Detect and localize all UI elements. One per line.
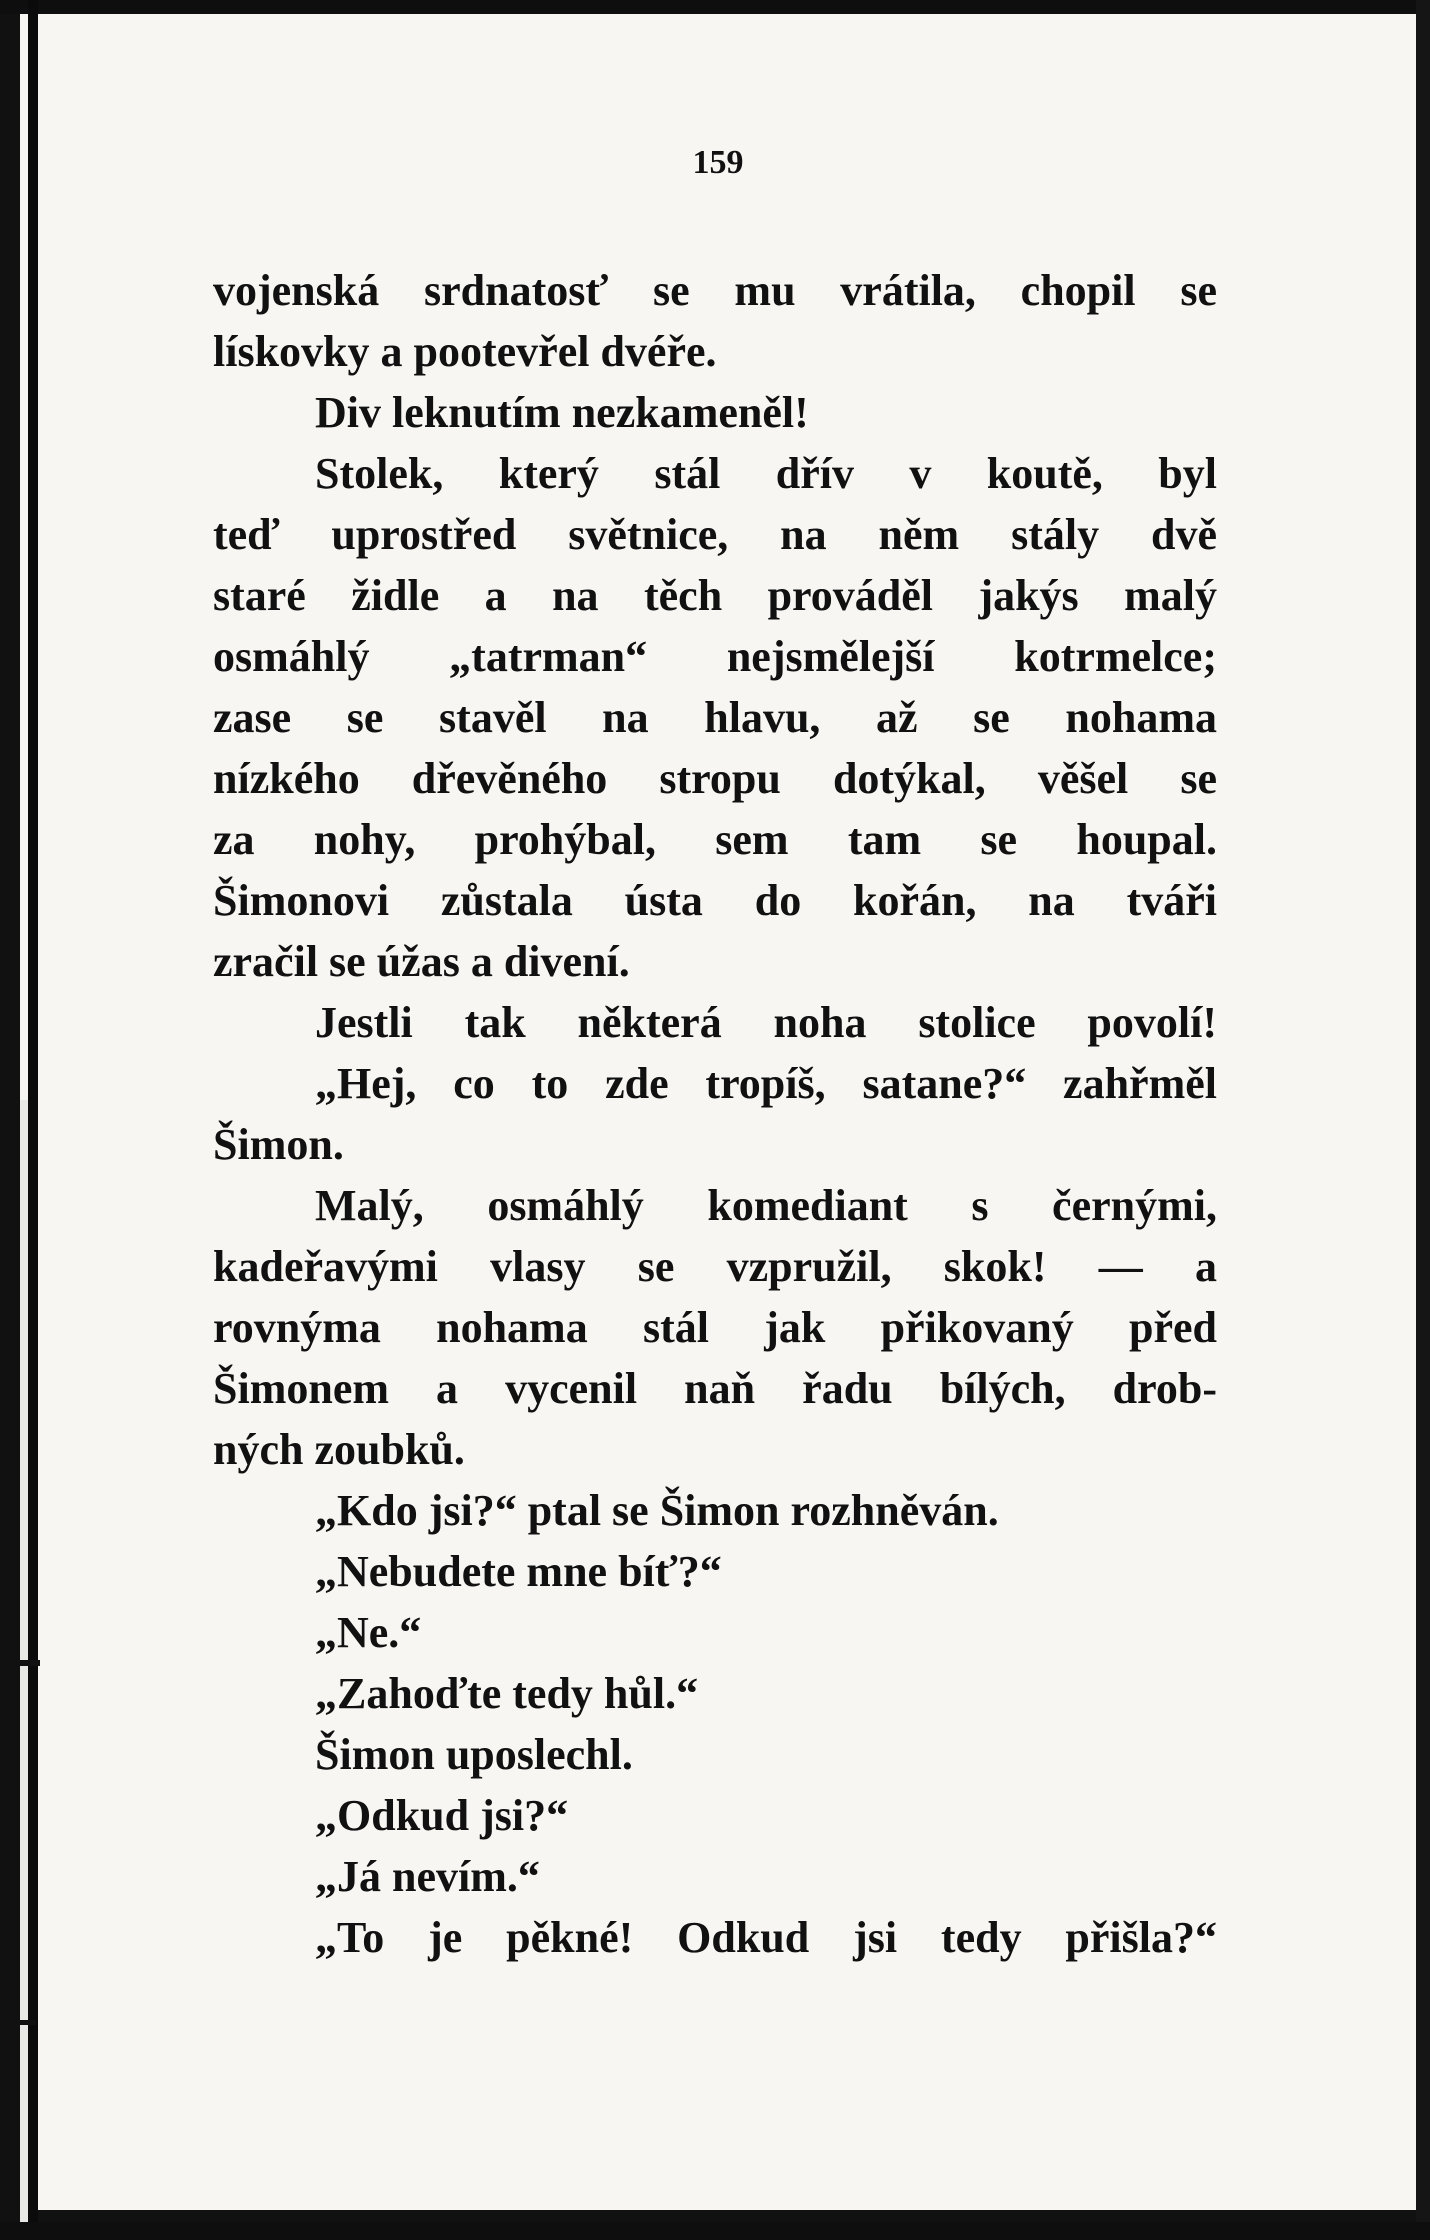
text-line: za nohy, prohýbal, sem tam se houpal. (213, 815, 1217, 864)
text-line: osmáhlý „tatrman“ nejsmělejší kotrmelce; (213, 632, 1217, 681)
text-line: kadeřavými vlasy se vzpružil, skok! — a (213, 1242, 1217, 1291)
page-number: 159 (692, 144, 744, 181)
text-line: „To je pěkné! Odkud jsi tedy přišla?“ (315, 1913, 1217, 1962)
scan-top-border (0, 0, 1430, 14)
text-line: staré židle a na těch prováděl jakýs malý (213, 571, 1217, 620)
body-text (213, 260, 1217, 1968)
text-line: Jestli tak některá noha stolice povolí! (315, 998, 1217, 1047)
scan-bottom-border (0, 2222, 1430, 2240)
text-line: „Zahoďte tedy hůl.“ (315, 1669, 699, 1718)
scan-left-border (28, 0, 38, 2240)
text-line: lískovky a pootevřel dvéře. (213, 327, 717, 376)
text-line: „Ne.“ (315, 1608, 422, 1657)
text-line: Stolek, který stál dřív v koutě, byl (315, 449, 1217, 498)
text-line: nízkého dřevěného stropu dotýkal, věšel se (213, 754, 1217, 803)
text-line: „Hej, co to zde tropíš, satane?“ zahřměl (315, 1059, 1217, 1108)
text-line: Šimon uposlechl. (315, 1730, 633, 1779)
scan-left-gutter (20, 1100, 28, 2240)
text-line: „Kdo jsi?“ ptal se Šimon rozhněván. (315, 1486, 999, 1535)
text-line: rovnýma nohama stál jak přikovaný před (213, 1303, 1217, 1352)
text-line: Šimonem a vycenil naň řadu bílých, drob- (213, 1364, 1217, 1413)
text-line: zračil se úžas a divení. (213, 937, 630, 986)
scan-right-border (1416, 0, 1430, 2240)
text-line: „Odkud jsi?“ (315, 1791, 569, 1840)
text-line: „Já nevím.“ (315, 1852, 540, 1901)
text-line: teď uprostřed světnice, na něm stály dvě (213, 510, 1217, 559)
binding-mark (14, 1660, 40, 1666)
text-line: „Nebudete mne bíť?“ (315, 1547, 722, 1596)
text-line: ných zoubků. (213, 1425, 465, 1474)
text-line: vojenská srdnatosť se mu vrátila, chopil se (213, 266, 1217, 315)
text-line: Div leknutím nezkameněl! (315, 388, 809, 437)
book-page (20, 14, 1416, 2210)
text-line: Šimon. (213, 1120, 344, 1169)
text-line: Malý, osmáhlý komediant s černými, (315, 1181, 1217, 1230)
text-line: zase se stavěl na hlavu, až se nohama (213, 693, 1217, 742)
text-line: Šimonovi zůstala ústa do kořán, na tváři (213, 876, 1217, 925)
binding-mark (6, 2020, 36, 2025)
